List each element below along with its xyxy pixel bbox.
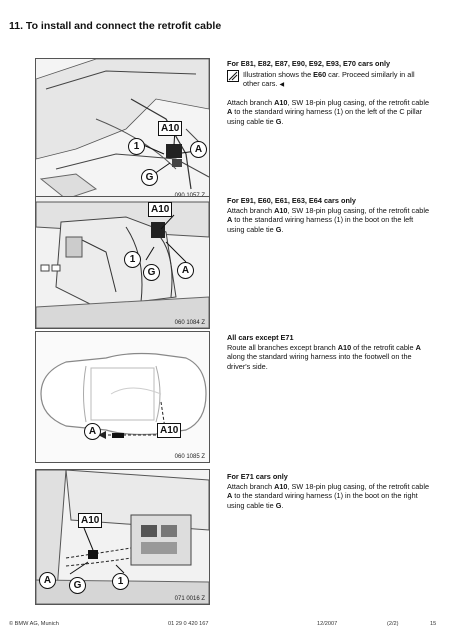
callout-cable-tie-g: G [69, 577, 86, 594]
callout-cable-a: A [39, 572, 56, 589]
figure-boot-left [35, 196, 210, 329]
figure-boot-right [35, 469, 210, 605]
figure-c-pillar [35, 58, 210, 202]
block-text: Attach branch A10, SW 18-pin plug casing, of the retrofit cable A to the standard wiring harness (1) on the left of the C pillar using cable tie G. [227, 97, 430, 126]
instruction-block-e91 [227, 196, 432, 234]
block-heading: For E81, E82, E87, E90, E92, E93, E70 cars only [227, 59, 391, 68]
figure-code: 060 1084 Z [174, 320, 205, 326]
callout-cable-a: A [177, 262, 194, 279]
callout-harness-1: 1 [124, 251, 141, 268]
instruction-block-e71 [227, 472, 432, 510]
callout-harness-1: 1 [128, 138, 145, 155]
end-of-note-icon: ◀ [279, 82, 285, 89]
footer-date: 12/2007 [317, 621, 338, 627]
figure-routing-top-view [35, 331, 210, 463]
footer-page-number: 15 [430, 621, 437, 627]
block-text: Attach branch A10, SW 18-pin plug casing, of the retrofit cable A to the standard wiring harness (1) in the boot on the left using cable tie G. [227, 205, 430, 234]
footer-doc-number: 01 29 0 420 167 [168, 621, 209, 627]
callout-cable-a: A [190, 141, 207, 158]
block-text: Attach branch A10, SW 18-pin plug casing, of the retrofit cable A to the standard wiring harness (1) in the boot on the right using cable tie G. [227, 481, 430, 510]
block-text: Route all branches except branch A10 of the retrofit cable A along the standard wiring harness into the footwell on the driver's side. [227, 342, 421, 371]
page-title: 11. To install and connect the retrofit cable [9, 20, 222, 32]
illustration-car-top-view [36, 332, 209, 462]
figure-code: 060 1085 Z [174, 454, 205, 460]
callout-harness-1: 1 [112, 573, 129, 590]
note-text: Illustration shows the E60 car. Proceed similarly in all other cars. ◀ [243, 69, 415, 89]
footer-page-ref: (2/2) [387, 621, 399, 627]
callout-cable-a: A [84, 423, 101, 440]
illustration-c-pillar [36, 59, 209, 201]
callout-cable-tie-g: G [143, 264, 160, 281]
callout-cable-tie-g: G [141, 169, 158, 186]
callout-a10: A10 [157, 423, 181, 438]
footer-company: © BMW AG, Munich [9, 621, 59, 627]
callout-a10: A10 [78, 513, 102, 528]
instruction-block-except-e71 [227, 333, 432, 371]
block-heading: For E71 cars only [227, 472, 288, 481]
callout-a10: A10 [148, 202, 172, 217]
instruction-block-e81 [227, 59, 432, 127]
figure-code: 071 0016 Z [174, 596, 205, 602]
note-icon [227, 70, 239, 82]
block-heading: For E91, E60, E61, E63, E64 cars only [227, 196, 356, 205]
note [227, 70, 432, 91]
block-heading: All cars except E71 [227, 333, 294, 342]
callout-a10: A10 [158, 121, 182, 136]
